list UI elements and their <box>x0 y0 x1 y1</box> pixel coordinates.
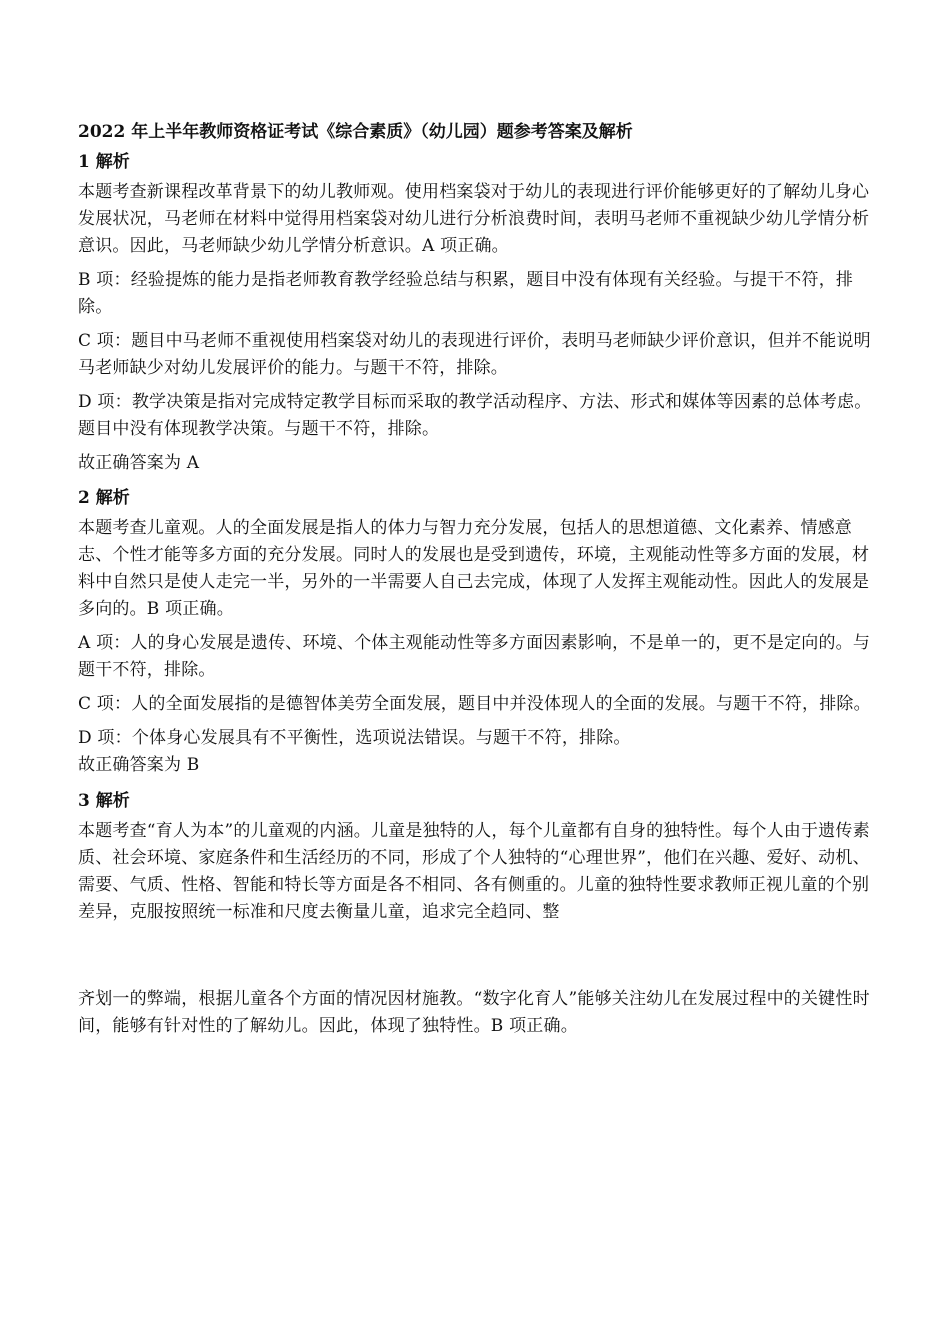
section-1-option-d: D 项：教学决策是指对完成特定教学目标而采取的教学活动程序、方法、形式和媒体等因素的总体考虑。题目中没有体现教学决策。与题干不符，排除。 <box>78 392 872 439</box>
section-1-heading: 1 解析 <box>78 152 130 172</box>
section-1-paragraph: 本题考查新课程改革背景下的幼儿教师观。使用档案袋对于幼儿的表现进行评价能够更好的了解幼儿身心发展状况，马老师在材料中觉得用档案袋对幼儿进行分析浪费时间，表明马老师不重视缺少幼儿学情分析意识。因此，马老师缺少幼儿学情分析意识。A 项正确。 <box>78 182 870 256</box>
section-1-option-b: B 项：经验提炼的能力是指老师教育教学经验总结与积累，题目中没有体现有关经验。与提干不符，排除。 <box>78 270 854 317</box>
section-1-answer: 故正确答案为 A <box>78 453 200 473</box>
section-2-option-a: A 项：人的身心发展是遗传、环境、个体主观能动性等多方面因素影响，不是单一的，更不是定向的。与题干不符，排除。 <box>78 633 871 680</box>
document-page <box>78 118 878 1047</box>
section-3-heading: 3 解析 <box>78 791 130 811</box>
document-title: 2022 年上半年教师资格证考试《综合素质》（幼儿园）题参考答案及解析 <box>78 122 633 142</box>
section-2-heading: 2 解析 <box>78 488 130 508</box>
section-2-option-c: C 项：人的全面发展指的是德智体美劳全面发展，题目中并没体现人的全面的发展。与题干不符，排除。 <box>78 694 871 714</box>
section-2-option-d: D 项：个体身心发展具有不平衡性，选项说法错误。与题干不符，排除。 <box>78 728 631 748</box>
section-3-paragraph: 本题考查“育人为本”的儿童观的内涵。儿童是独特的人，每个儿童都有自身的独特性。每个人由于遗传素质、社会环境、家庭条件和生活经历的不同，形成了个人独特的“心理世界”，他们在兴趣、爱好、动机、需要、气质、性格、智能和特长等方面是各不相同、各有侧重的。儿童的独特性要求教师正视儿童的个别差异，克服按照统一标准和尺度去衡量儿童，追求完全趋同、整 <box>78 821 870 922</box>
section-2-paragraph: 本题考查儿童观。人的全面发展是指人的体力与智力充分发展，包括人的思想道德、文化素养、情感意志、个性才能等多方面的充分发展。同时人的发展也是受到遗传，环境，主观能动性等多方面的发展，材料中自然只是使人走完一半，另外的一半需要人自己去完成，体现了人发挥主观能动性。因此人的发展是多向的。B 项正确。 <box>78 518 870 619</box>
section-1-option-c: C 项：题目中马老师不重视使用档案袋对幼儿的表现进行评价，表明马老师缺少评价意识，但并不能说明马老师缺少对幼儿发展评价的能力。与题干不符，排除。 <box>78 331 871 378</box>
page-break-gap <box>78 926 878 986</box>
section-2-answer: 故正确答案为 B <box>78 755 200 775</box>
section-3-paragraph-continued: 齐划一的弊端，根据儿童各个方面的情况因材施教。“数字化育人”能够关注幼儿在发展过程中的关键性时间，能够有针对性的了解幼儿。因此，体现了独特性。B 项正确。 <box>78 989 870 1036</box>
